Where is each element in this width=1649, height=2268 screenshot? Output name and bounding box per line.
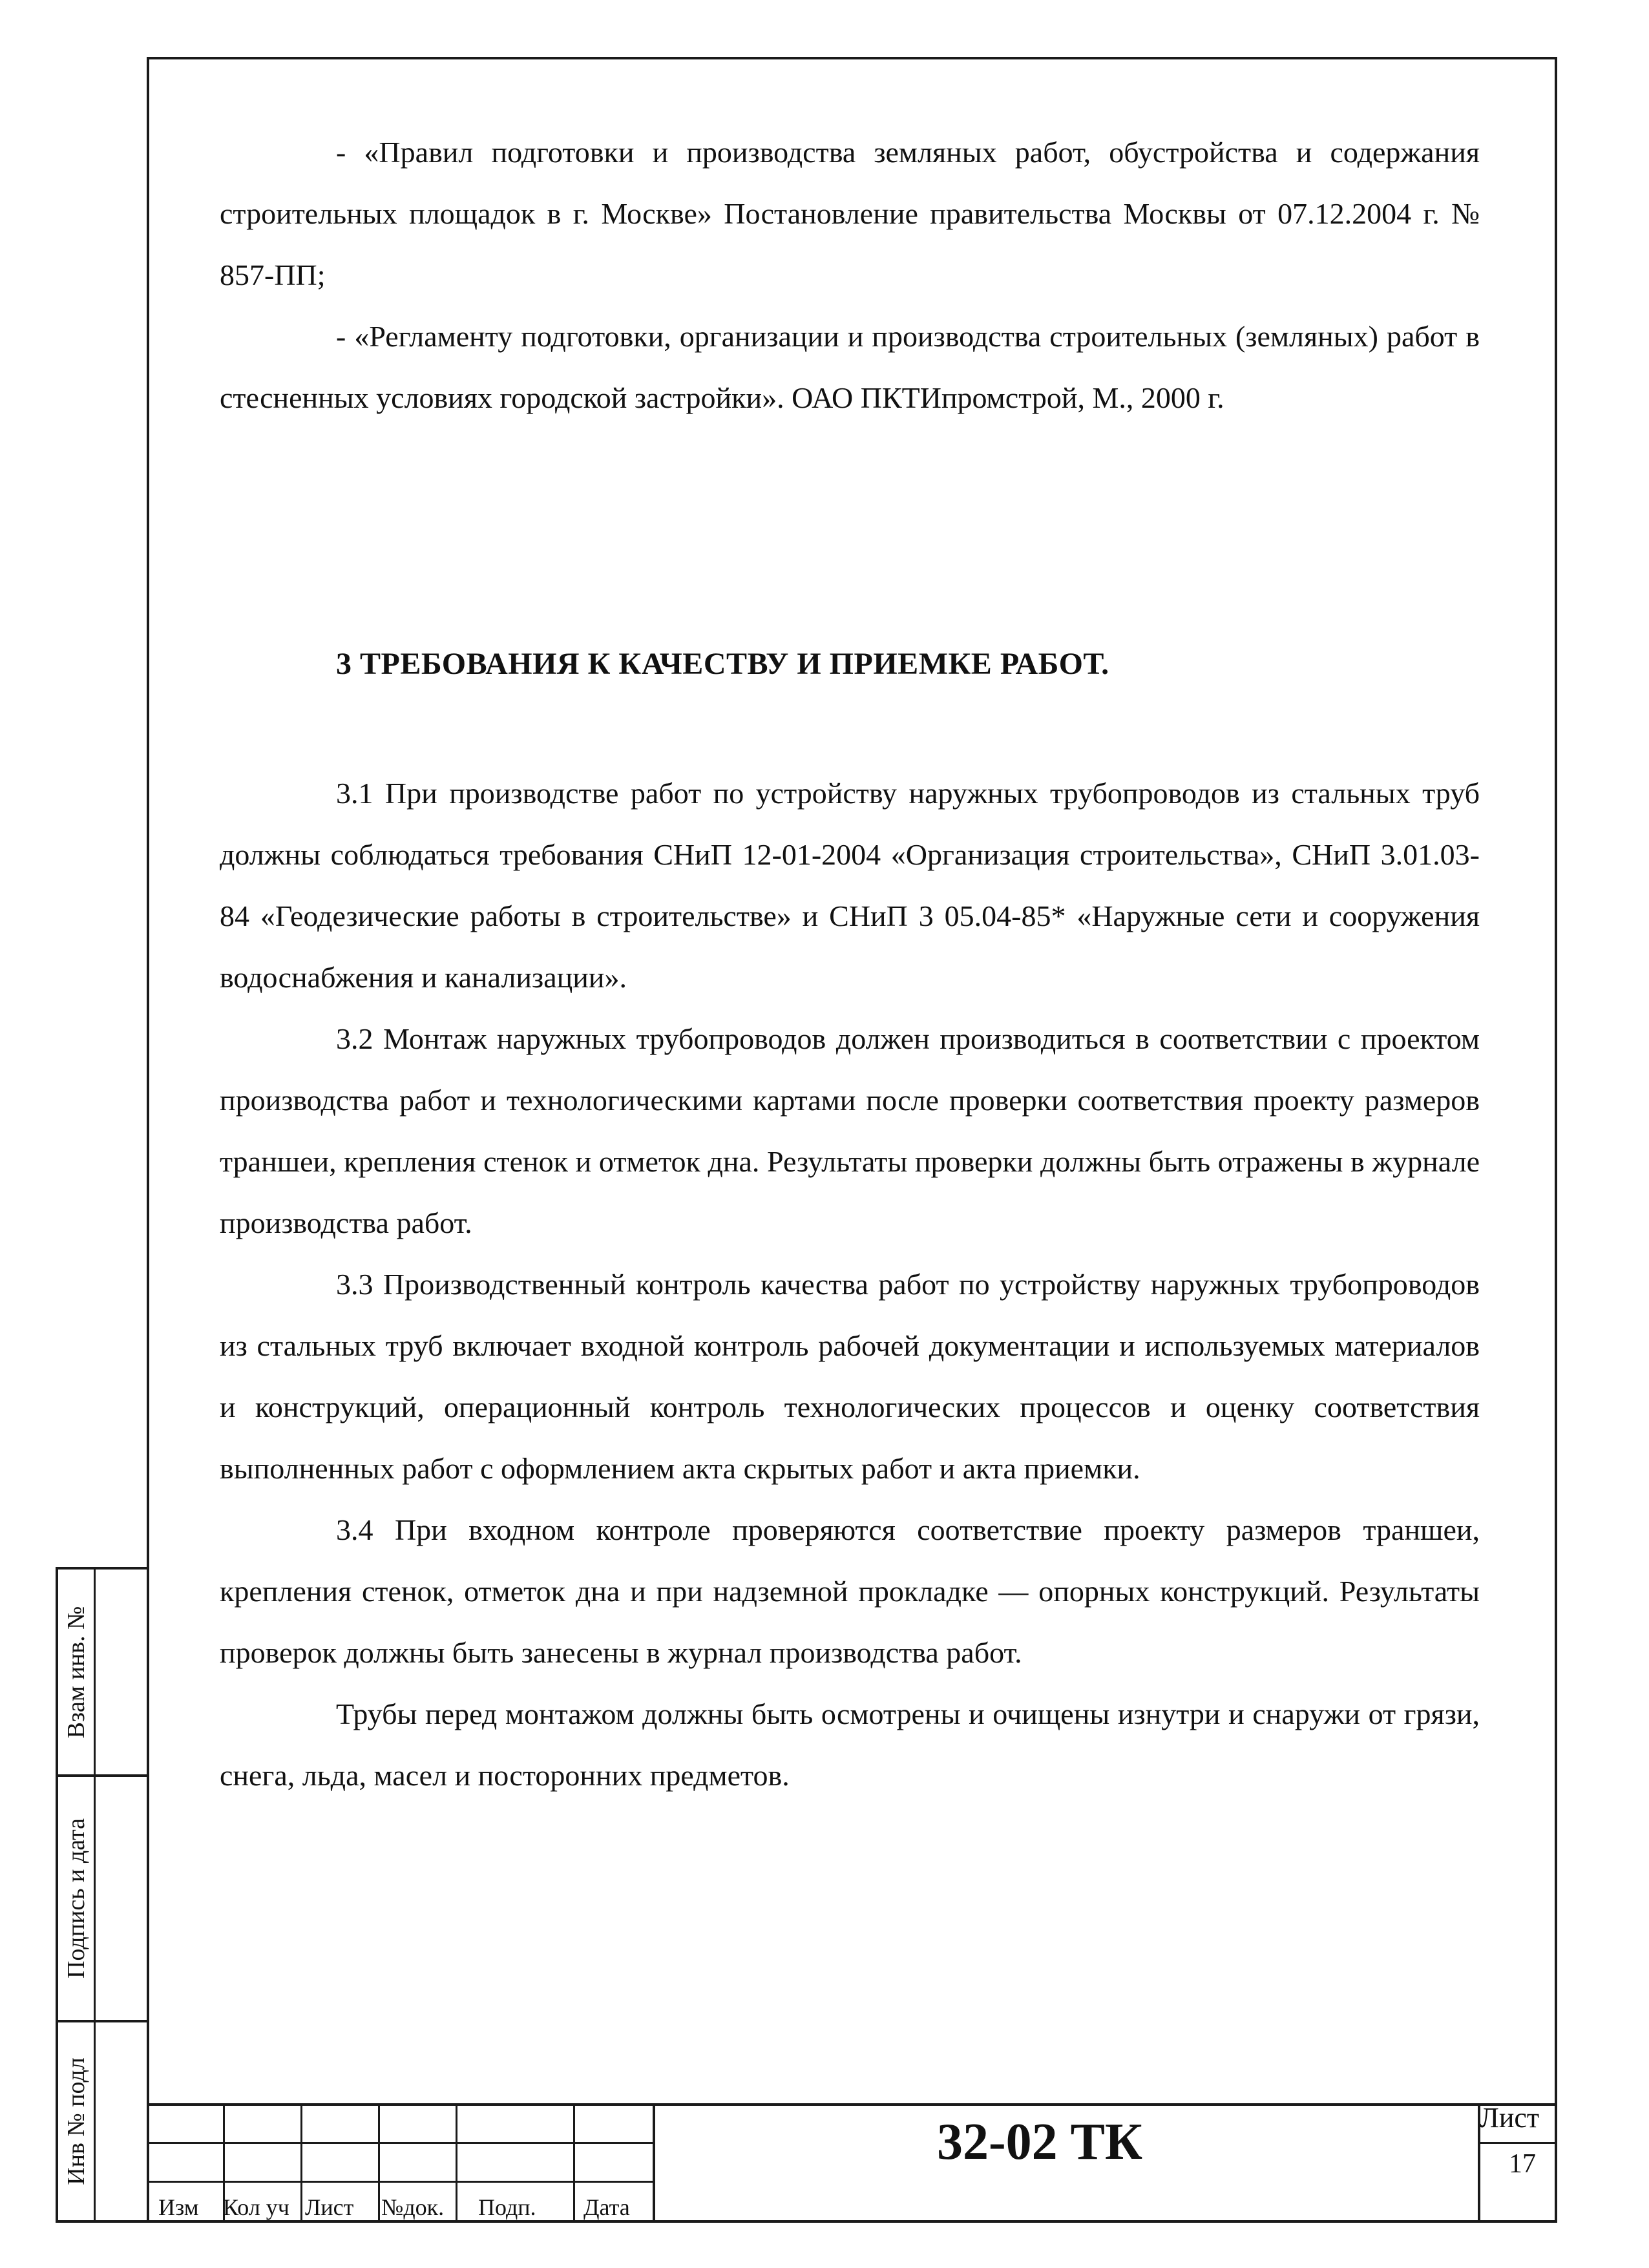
list-item-2: - «Регламенту подготовки, организации и производства строительных (земляных) работ в стесненных условиях городской застройки». ОАО ПКТИпромстрой, М., 2000 г. xyxy=(220,320,1480,414)
main-text-block xyxy=(220,762,1480,1806)
title-block xyxy=(147,2103,1557,2223)
paragraph-3-2: 3.2 Монтаж наружных трубопроводов должен производиться в соответствии с проектом производства работ и технологическими картами после проверки соответствия проекту размеров траншеи, крепления стенок и отметок дна. Результаты проверки должны быть отражены в журнале производства работ. xyxy=(220,1022,1480,1239)
side-stamp-vzam xyxy=(56,1567,147,1777)
list-item-1: - «Правил подготовки и производства земляных работ, обустройства и содержания строительных площадок в г. Москве» Постановление правительства Москвы от 07.12.2004 г. № 857-ПП; xyxy=(220,136,1480,291)
paragraph-3-4: 3.4 При входном контроле проверяются соответствие проекту размеров траншеи, крепления стенок, отметок дна и при надземной прокладке — опорных конструкций. Результаты проверок должны быть занесены в журнал производства работ. xyxy=(220,1513,1480,1669)
side-stamp-podpis-cell xyxy=(58,1777,96,2020)
paragraph-3-1: 3.1 При производстве работ по устройству наружных трубопроводов из стальных труб должны соблюдаться требования СНиП 12-01-2004 «Организация строительства», СНиП 3.01.03-84 «Геодезические работы в строительстве» и СНиП 3 05.04-85* «Наружные сети и сооружения водоснабжения и канализации». xyxy=(220,777,1480,994)
side-stamp-podpis-label: Подпись и дата xyxy=(62,1818,90,1979)
document-code: 32-02 ТК xyxy=(937,2114,1143,2170)
side-stamp-vzam-cell xyxy=(58,1570,96,1774)
side-stamp-inv-label: Инв № подл xyxy=(62,2057,90,2185)
col-list: Лист xyxy=(305,2194,354,2220)
side-stamp-vzam-label: Взам инв. № xyxy=(62,1606,90,1738)
top-text-block xyxy=(220,121,1480,428)
paragraph-3-3: 3.3 Производственный контроль качества работ по устройству наружных трубопроводов из стальных труб включает входной контроль рабочей документации и используемых материалов и конструкций, операционный контроль технологических процессов и оценку соответствия выполненных работ с оформлением акта скрытых работ и акта приемки. xyxy=(220,1268,1480,1485)
col-podp: Подп. xyxy=(478,2194,536,2220)
col-izm: Изм xyxy=(158,2194,199,2220)
col-kol-uch: Кол уч xyxy=(223,2194,289,2220)
side-stamp-podpis xyxy=(56,1777,147,2022)
section-heading: 3 ТРЕБОВАНИЯ К КАЧЕСТВУ И ПРИЕМКЕ РАБОТ. xyxy=(336,647,1109,681)
sheet-label: Лист xyxy=(1480,2102,1540,2134)
sheet-number: 17 xyxy=(1509,2149,1536,2179)
col-data: Дата xyxy=(583,2194,630,2220)
paragraph-pipes: Трубы перед монтажом должны быть осмотрены и очищены изнутри и снаружи от грязи, снега, льда, масел и посторонних предметов. xyxy=(220,1697,1480,1792)
col-ndok: №док. xyxy=(381,2194,445,2220)
side-stamp-inv-cell xyxy=(58,2022,96,2220)
side-stamp-inv xyxy=(56,2022,147,2223)
